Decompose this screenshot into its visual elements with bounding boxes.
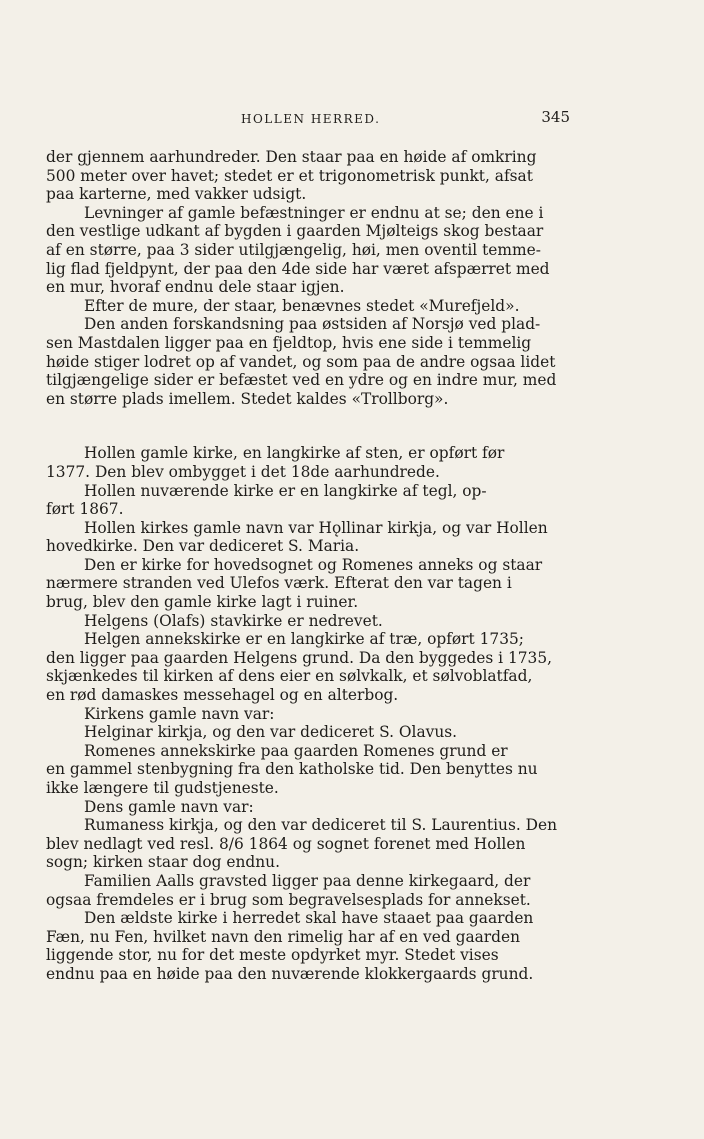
text-line: skjænkedes til kirken af dens eier en sølvkalk, et sølvoblatfad, [46,667,533,686]
text-line: sogn; kirken staar dog endnu. [46,853,280,872]
text-line: Helginar kirkja, og den var dediceret S. Olavus. [84,723,458,742]
text-line: en rød damaskes messehagel og en alterbog. [46,686,399,705]
text-line: blev nedlagt ved resl. 8/6 1864 og sognet forenet med Hollen [46,834,526,853]
text-line: ført 1867. [46,500,124,519]
text-line: Rumaness kirkja, og den var dediceret til S. Laurentius. Den [84,816,557,835]
text-line: Helgen annekskirke er en langkirke af træ, opført 1735; [84,630,524,649]
text-line: ogsaa fremdeles er i brug som begravelsesplads for annekset. [46,890,531,909]
page-header [46,108,570,132]
text-line: der gjennem aarhundreder. Den staar paa en høide af omkring [46,148,537,166]
section-gap [46,408,566,444]
text-line: endnu paa en høide paa den nuværende klokkergaards grund. [46,964,534,983]
text-line: en større plads imellem. Stedet kaldes «Trollborg». [46,389,449,408]
text-line: Romenes annekskirke paa gaarden Romenes grund er [84,741,508,760]
text-line: brug, blev den gamle kirke lagt i ruiner. [46,593,359,612]
text-line: 1377. Den blev ombygget i det 18de aarhundrede. [46,462,440,481]
body-text [46,148,566,984]
text-line: Hollen nuværende kirke er en langkirke af tegl, op- [84,481,487,500]
text-line: nærmere stranden ved Ulefos værk. Efterat den var tagen i [46,574,512,593]
text-line: sen Mastdalen ligger paa en fjeldtop, hvis ene side i temmelig [46,333,532,352]
text-line: tilgjængelige sider er befæstet ved en ydre og en indre mur, med [46,371,557,390]
text-line: Kirkens gamle navn var: [84,704,275,723]
text-line: den ligger paa gaarden Helgens grund. Da den byggedes i 1735, [46,648,553,667]
text-line: ikke længere til gudstjeneste. [46,779,279,797]
text-line: Dens gamle navn var: [84,797,254,816]
text-line: Familien Aalls gravsted ligger paa denne kirkegaard, der [84,871,531,890]
text-line: Hollen gamle kirke, en langkirke af sten, er opført før [84,444,505,463]
text-line: Helgens (Olafs) stavkirke er nedrevet. [84,611,383,630]
text-line: høide stiger lodret op af vandet, og som paa de andre ogsaa lidet [46,352,556,371]
text-line: liggende stor, nu for det meste opdyrket myr. Stedet vises [46,946,499,965]
text-line: Hollen kirkes gamle navn var Hǫllinar kirkja, og var Hollen [84,518,548,537]
text-line: Den anden forskandsning paa østsiden af Norsjø ved plad- [84,315,541,334]
text-line: en gammel stenbygning fra den katholske tid. Den benyttes nu [46,760,538,779]
text-line: lig flad fjeldpynt, der paa den 4de side har været afspærret med [46,259,550,278]
text-line: hovedkirke. Den var dediceret S. Maria. [46,537,360,556]
text-line: Levninger af gamle befæstninger er endnu at se; den ene i [84,203,544,222]
running-title: HOLLEN HERRED. [241,112,381,126]
text-line: en mur, hvoraf endnu dele staar igjen. [46,278,345,297]
text-line: 500 meter over havet; stedet er et trigonometrisk punkt, afsat [46,166,533,185]
text-line: Den er kirke for hovedsognet og Romenes anneks og staar [84,555,543,574]
text-line: den vestlige udkant af bygden i gaarden Mjølteigs skog bestaar [46,222,544,241]
page-number: 345 [541,108,570,126]
text-line: Efter de mure, der staar, benævnes stedet «Murefjeld». [84,296,520,315]
text-line: paa karterne, med vakker udsigt. [46,185,307,204]
text-line: af en større, paa 3 sider utilgjængelig, høi, men oventil temme- [46,240,541,259]
text-line: Den ældste kirke i herredet skal have staaet paa gaarden [84,909,534,928]
text-line: Fæn, nu Fen, hvilket navn den rimelig har af en ved gaarden [46,927,521,946]
